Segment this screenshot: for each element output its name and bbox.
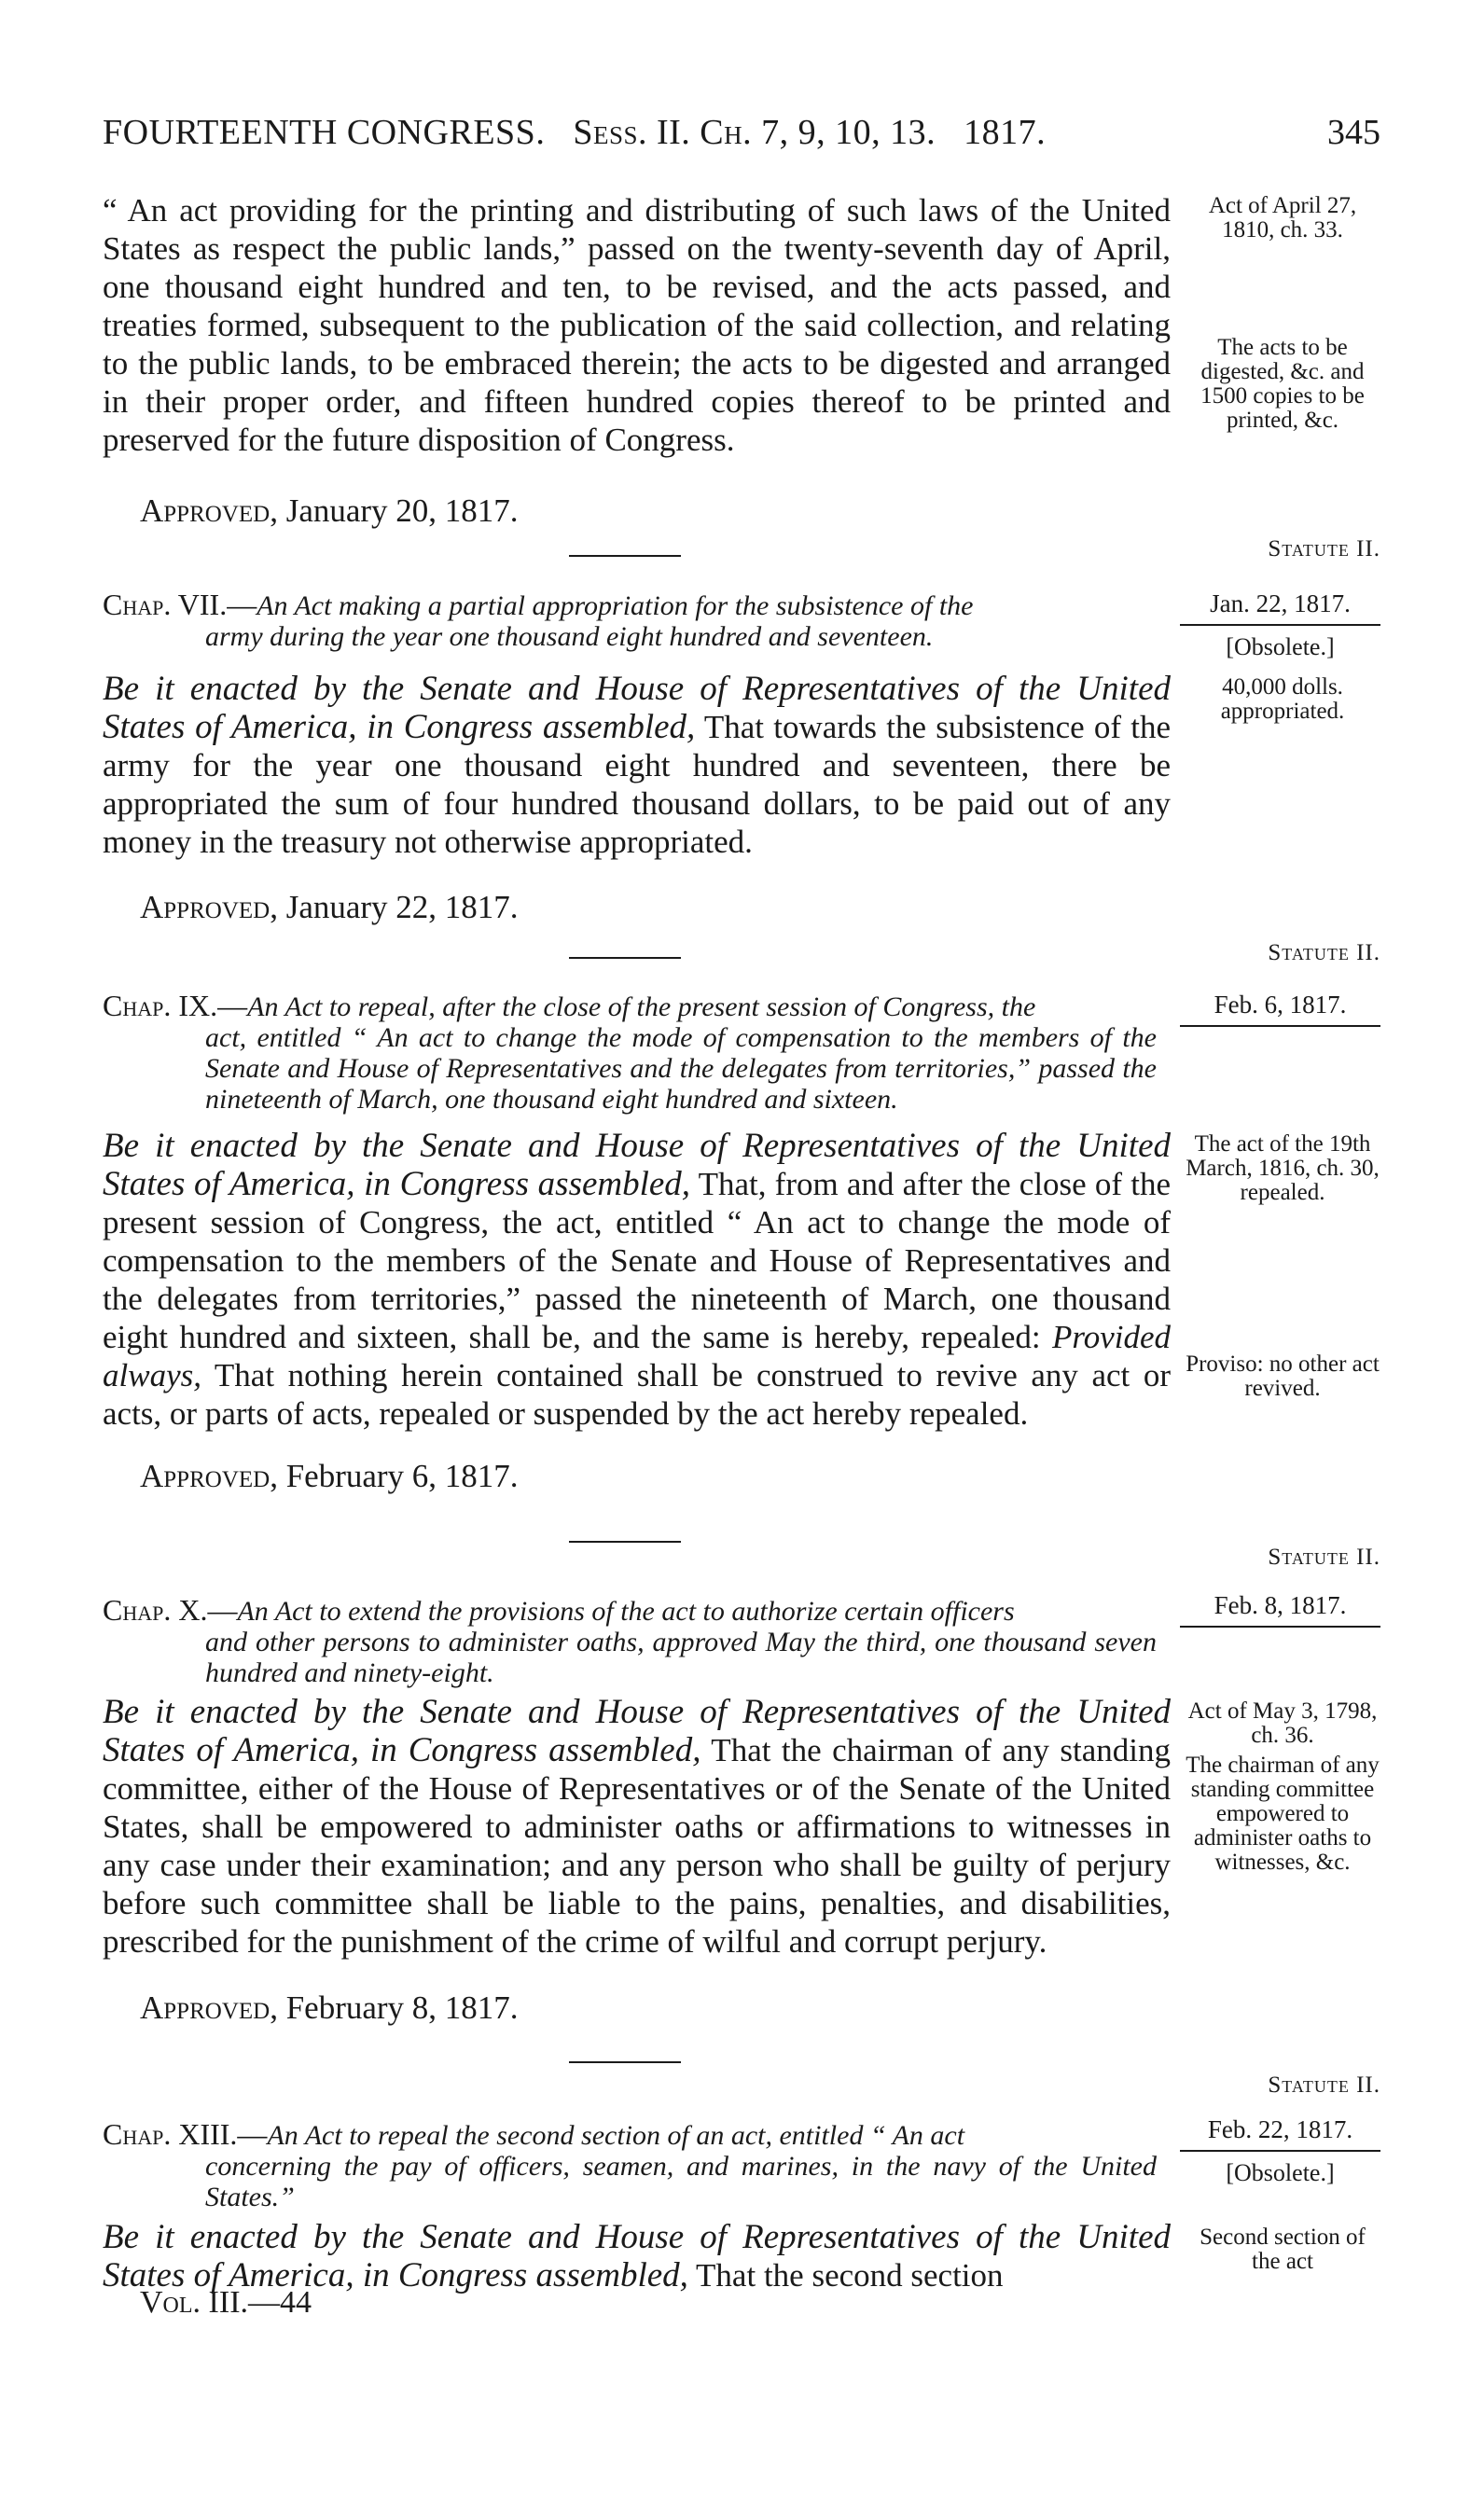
chap7-approved: Approved, January 22, 1817. xyxy=(140,889,519,925)
section-divider xyxy=(569,1541,681,1543)
margin-note-act-may: Act of May 3, 1798, ch. 36. xyxy=(1187,1698,1378,1748)
statute-label: Statute II. xyxy=(1268,1545,1380,1570)
margin-note-proviso: Proviso: no other act revived. xyxy=(1186,1352,1380,1401)
margin-note-repealed: The act of the 19th March, 1816, ch. 30, repealed. xyxy=(1186,1131,1380,1205)
margin-note-chairman: The chairman of any standing committee empowered to administer oaths to witnesses, &c. xyxy=(1186,1753,1380,1875)
chap7-body: Be it enacted by the Senate and House of Representatives of the United States of America, in Congress assembled, That towards the subsistence of the army for the year one thousand eight hundred and seventeen, there be appropriated the sum of four hundred thousand dollars, to be paid out of any money in the treasury not otherwise appropriated. xyxy=(103,670,1171,860)
section-divider xyxy=(569,957,681,959)
margin-note-act-april: Act of April 27, 1810, ch. 33. xyxy=(1208,193,1357,243)
chap9-heading: Chap. IX.—An Act to repeal, after the close of the present session of Congress, the act, entitled “ An act to change the mode of compensation to the members of the Senate and House of Representatives and the delegates from territories,” passed the nineteenth of March, one thousand eight hundred and sixteen. xyxy=(103,989,1157,1115)
chap10-body: Be it enacted by the Senate and House of Representatives of the United States of America, in Congress assembled, That the chairman of any standing committee, either of the House of Representatives or of the Senate of the United States, shall be empowered to administer oaths or affirmations to witnesses in any case under their examination; and any person who shall be guilty of perjury before such committee shall be liable to the pains, penalties, and disabilities, prescribed for the punishment of the crime of wilful and corrupt perjury. xyxy=(103,1693,1172,1960)
margin-note-second-section: Second section of the act xyxy=(1200,2225,1366,2274)
section-divider xyxy=(569,2061,681,2063)
volume-signature: Vol. III.—44 xyxy=(140,2285,312,2320)
running-header xyxy=(103,112,1380,168)
margin-note-appropriated: 40,000 dolls. appropriated. xyxy=(1220,674,1345,724)
chap7-date-note: Jan. 22, 1817. [Obsolete.] xyxy=(1180,589,1380,661)
header-session: Sess. II. Ch. 7, 9, 10, 13. xyxy=(573,113,936,152)
header-title xyxy=(103,112,1046,153)
statute-label: Statute II. xyxy=(1268,940,1380,965)
margin-note-acts-digested: The acts to be digested, &c. and 1500 copies to be printed, &c. xyxy=(1200,335,1365,433)
statute-label: Statute II. xyxy=(1268,536,1380,561)
chap13-body: Be it enacted by the Senate and House of Representatives of the United States of America, in Congress assembled, That the second section xyxy=(103,2218,1171,2294)
chap9-approved: Approved, February 6, 1817. xyxy=(140,1458,519,1494)
chap13-heading: Chap. XIII.—An Act to repeal the second section of an act, entitled “ An act concerning the pay of officers, seamen, and marines, in the navy of the United States.” xyxy=(103,2117,1157,2212)
chap9-date-note: Feb. 6, 1817. xyxy=(1180,991,1380,1027)
page-number: 345 xyxy=(1327,113,1380,152)
intro-approved: Approved, January 20, 1817. xyxy=(140,492,519,529)
header-year: 1817. xyxy=(964,113,1047,152)
chap9-body: Be it enacted by the Senate and House of Representatives of the United States of America, in Congress assembled, That, from and after the close of the present session of Congress, the act, entitled “ An act to change the mode of compensation to the members of the Senate and House of Representatives and the delegates from territories,” passed the nineteenth of March, one thousand eight hundred and sixteen, shall be, and the same is hereby, repealed: Provided always, That nothing herein contained shall be construed to revive any act or acts, or parts of acts, repealed or suspended by the act hereby repealed. xyxy=(103,1127,1171,1432)
intro-paragraph: “ An act providing for the printing and distributing of such laws of the United States as respect the public lands,” passed on the twenty-seventh day of April, one thousand eight hundred and ten, to be revised, and the acts passed, and treaties formed, subsequent to the publication of the said collection, and relating to the public lands, to be embraced therein; the acts to be digested and arranged in their proper order, and fifteen hundred copies thereof to be printed and preserved for the future disposition of Congress. xyxy=(103,192,1171,458)
header-congress: FOURTEENTH CONGRESS. xyxy=(103,113,546,152)
chap7-heading: Chap. VII.—An Act making a partial appropriation for the subsistence of the army during the year one thousand eight hundred and seventeen. xyxy=(103,588,974,652)
chap10-heading: Chap. X.—An Act to extend the provisions of the act to authorize certain officers and other persons to administer oaths, approved May the third, one thousand seven hundred and ninety-eight. xyxy=(103,1593,1157,1688)
chap10-date-note: Feb. 8, 1817. xyxy=(1180,1591,1380,1628)
statute-label: Statute II. xyxy=(1268,2072,1380,2098)
chap13-date-note: Feb. 22, 1817. [Obsolete.] xyxy=(1180,2115,1380,2187)
chap10-approved: Approved, February 8, 1817. xyxy=(140,1989,519,2026)
section-divider xyxy=(569,555,681,557)
